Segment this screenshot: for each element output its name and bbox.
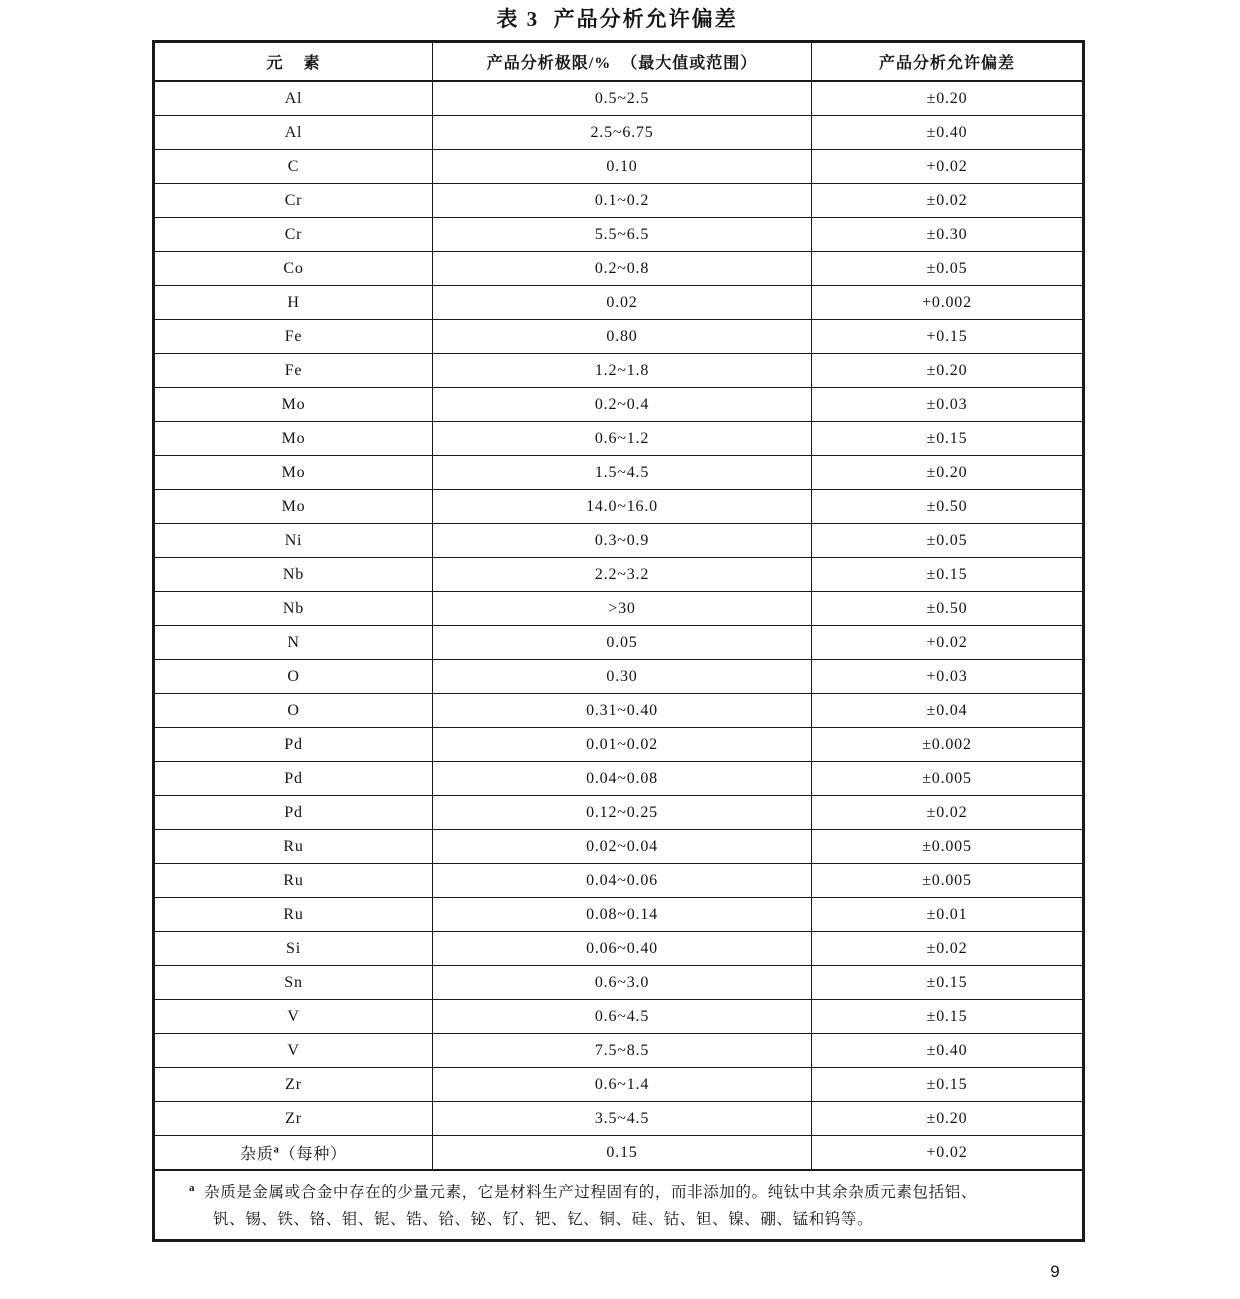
element-cell: V: [154, 1000, 433, 1034]
table-row: [154, 320, 1084, 354]
limit-cell: 0.04~0.06: [433, 864, 812, 898]
header-row: [154, 42, 1084, 82]
element-cell: Pd: [154, 796, 433, 830]
deviation-cell: ±0.30: [812, 218, 1084, 252]
table-row: [154, 286, 1084, 320]
deviation-cell: ±0.05: [812, 252, 1084, 286]
element-cell: Mo: [154, 456, 433, 490]
table-row: [154, 694, 1084, 728]
element-cell: O: [154, 660, 433, 694]
deviation-cell: ±0.40: [812, 1034, 1084, 1068]
limit-cell: 2.2~3.2: [433, 558, 812, 592]
table-row: [154, 728, 1084, 762]
footnote-ref: a: [273, 1144, 280, 1156]
element-cell: Cr: [154, 218, 433, 252]
limit-cell: 0.5~2.5: [433, 81, 812, 116]
table-row: [154, 626, 1084, 660]
table-row: [154, 524, 1084, 558]
limit-cell: 7.5~8.5: [433, 1034, 812, 1068]
deviation-cell: ±0.50: [812, 592, 1084, 626]
limit-cell: 0.02~0.04: [433, 830, 812, 864]
document-page: [152, 6, 1082, 1242]
deviation-cell: ±0.20: [812, 456, 1084, 490]
table-row: [154, 150, 1084, 184]
deviation-cell: ±0.15: [812, 1068, 1084, 1102]
element-cell: O: [154, 694, 433, 728]
element-cell: Fe: [154, 354, 433, 388]
table-row: [154, 218, 1084, 252]
element-cell: Ru: [154, 898, 433, 932]
footnote-line-1: [155, 1179, 1066, 1206]
deviation-cell: ±0.20: [812, 1102, 1084, 1136]
deviation-cell: ±0.002: [812, 728, 1084, 762]
limit-cell: 5.5~6.5: [433, 218, 812, 252]
deviation-cell: ±0.04: [812, 694, 1084, 728]
deviation-cell: ±0.02: [812, 184, 1084, 218]
limit-cell: 1.5~4.5: [433, 456, 812, 490]
element-cell: Ru: [154, 830, 433, 864]
limit-cell: 0.04~0.08: [433, 762, 812, 796]
limit-cell: 0.6~1.2: [433, 422, 812, 456]
table-row: [154, 932, 1084, 966]
deviation-cell: ±0.15: [812, 966, 1084, 1000]
limit-cell: 0.08~0.14: [433, 898, 812, 932]
element-cell: Ru: [154, 864, 433, 898]
limit-cell: 0.2~0.4: [433, 388, 812, 422]
limit-cell: 0.3~0.9: [433, 524, 812, 558]
element-cell: Sn: [154, 966, 433, 1000]
deviation-cell: ±0.15: [812, 422, 1084, 456]
deviation-cell: +0.02: [812, 150, 1084, 184]
element-label-suffix: （每种）: [279, 1146, 347, 1163]
limit-cell: 0.31~0.40: [433, 694, 812, 728]
table-row: [154, 898, 1084, 932]
element-cell: Co: [154, 252, 433, 286]
element-cell: Pd: [154, 728, 433, 762]
deviation-cell: ±0.50: [812, 490, 1084, 524]
table-row: [154, 422, 1084, 456]
limit-cell: 0.1~0.2: [433, 184, 812, 218]
limit-cell: 0.10: [433, 150, 812, 184]
page-number: 9: [1050, 1262, 1060, 1281]
element-cell: Mo: [154, 388, 433, 422]
limit-cell: 0.30: [433, 660, 812, 694]
deviation-cell: +0.02: [812, 1136, 1084, 1171]
deviation-cell: ±0.20: [812, 354, 1084, 388]
element-cell: Pd: [154, 762, 433, 796]
table-row: [154, 1034, 1084, 1068]
table-header: [154, 42, 1084, 82]
header-permissible-deviation: 产品分析允许偏差: [812, 42, 1084, 82]
deviation-cell: ±0.005: [812, 864, 1084, 898]
deviation-cell: ±0.03: [812, 388, 1084, 422]
limit-cell: 0.6~1.4: [433, 1068, 812, 1102]
limit-cell: 0.06~0.40: [433, 932, 812, 966]
limit-cell: 0.2~0.8: [433, 252, 812, 286]
element-cell: V: [154, 1034, 433, 1068]
header-element: 元 素: [154, 42, 433, 82]
element-cell: Fe: [154, 320, 433, 354]
footnote-line-2: 钒、锡、铁、铬、钼、铌、锆、铪、铋、钌、钯、钇、铜、硅、钴、钽、镍、硼、锰和钨等。: [213, 1211, 874, 1228]
footnote-text-1: 杂质是金属或合金中存在的少量元素，它是材料生产过程固有的，而非添加的。纯钛中其余杂质元素包括铝、: [204, 1184, 977, 1201]
element-cell: Zr: [154, 1102, 433, 1136]
limit-cell: 0.02: [433, 286, 812, 320]
table-row: [154, 1136, 1084, 1171]
table-row: [154, 81, 1084, 116]
footnote-cell: [154, 1170, 1084, 1241]
table-row: [154, 388, 1084, 422]
limit-cell: 0.01~0.02: [433, 728, 812, 762]
element-cell: Al: [154, 81, 433, 116]
deviation-cell: ±0.20: [812, 81, 1084, 116]
limit-cell: 0.80: [433, 320, 812, 354]
table-row: [154, 1102, 1084, 1136]
table-title: 表 3 产品分析允许偏差: [496, 7, 738, 31]
deviation-cell: ±0.15: [812, 558, 1084, 592]
element-cell: N: [154, 626, 433, 660]
element-cell: Zr: [154, 1068, 433, 1102]
limit-cell: 3.5~4.5: [433, 1102, 812, 1136]
table-row: [154, 864, 1084, 898]
limit-cell: 0.12~0.25: [433, 796, 812, 830]
element-cell: Al: [154, 116, 433, 150]
table-row: [154, 592, 1084, 626]
deviation-cell: +0.002: [812, 286, 1084, 320]
table-row: [154, 184, 1084, 218]
element-cell: Mo: [154, 490, 433, 524]
element-cell: H: [154, 286, 433, 320]
limit-cell: 0.05: [433, 626, 812, 660]
table-row: [154, 116, 1084, 150]
deviation-cell: ±0.40: [812, 116, 1084, 150]
limit-cell: 0.15: [433, 1136, 812, 1171]
table-row: [154, 966, 1084, 1000]
deviation-cell: ±0.02: [812, 932, 1084, 966]
element-cell: Nb: [154, 592, 433, 626]
element-cell: Si: [154, 932, 433, 966]
table-row: [154, 1068, 1084, 1102]
table-row: [154, 252, 1084, 286]
deviation-cell: ±0.05: [812, 524, 1084, 558]
element-cell: [154, 1136, 433, 1171]
table-row: [154, 354, 1084, 388]
table-body: [154, 81, 1084, 1170]
deviation-cell: +0.03: [812, 660, 1084, 694]
deviation-cell: ±0.15: [812, 1000, 1084, 1034]
table-row: [154, 660, 1084, 694]
limit-cell: 0.6~4.5: [433, 1000, 812, 1034]
table-row: [154, 1000, 1084, 1034]
deviation-cell: ±0.01: [812, 898, 1084, 932]
table-row: [154, 796, 1084, 830]
deviation-cell: ±0.02: [812, 796, 1084, 830]
limit-cell: 1.2~1.8: [433, 354, 812, 388]
table-row: [154, 558, 1084, 592]
deviation-cell: ±0.005: [812, 762, 1084, 796]
analysis-deviation-table: [152, 40, 1085, 1242]
limit-cell: 0.6~3.0: [433, 966, 812, 1000]
footnote-marker: a: [189, 1181, 196, 1194]
element-label: 杂质: [240, 1146, 274, 1163]
element-cell: Cr: [154, 184, 433, 218]
element-cell: Ni: [154, 524, 433, 558]
header-analysis-limit: 产品分析极限/% （最大值或范围）: [433, 42, 812, 82]
element-cell: Nb: [154, 558, 433, 592]
table-footnote-section: [154, 1170, 1084, 1241]
table-row: [154, 762, 1084, 796]
footnote-row: [154, 1170, 1084, 1241]
limit-cell: >30: [433, 592, 812, 626]
limit-cell: 2.5~6.75: [433, 116, 812, 150]
deviation-cell: ±0.005: [812, 830, 1084, 864]
element-cell: Mo: [154, 422, 433, 456]
table-row: [154, 456, 1084, 490]
deviation-cell: +0.15: [812, 320, 1084, 354]
limit-cell: 14.0~16.0: [433, 490, 812, 524]
table-row: [154, 830, 1084, 864]
element-cell: C: [154, 150, 433, 184]
deviation-cell: +0.02: [812, 626, 1084, 660]
table-row: [154, 490, 1084, 524]
